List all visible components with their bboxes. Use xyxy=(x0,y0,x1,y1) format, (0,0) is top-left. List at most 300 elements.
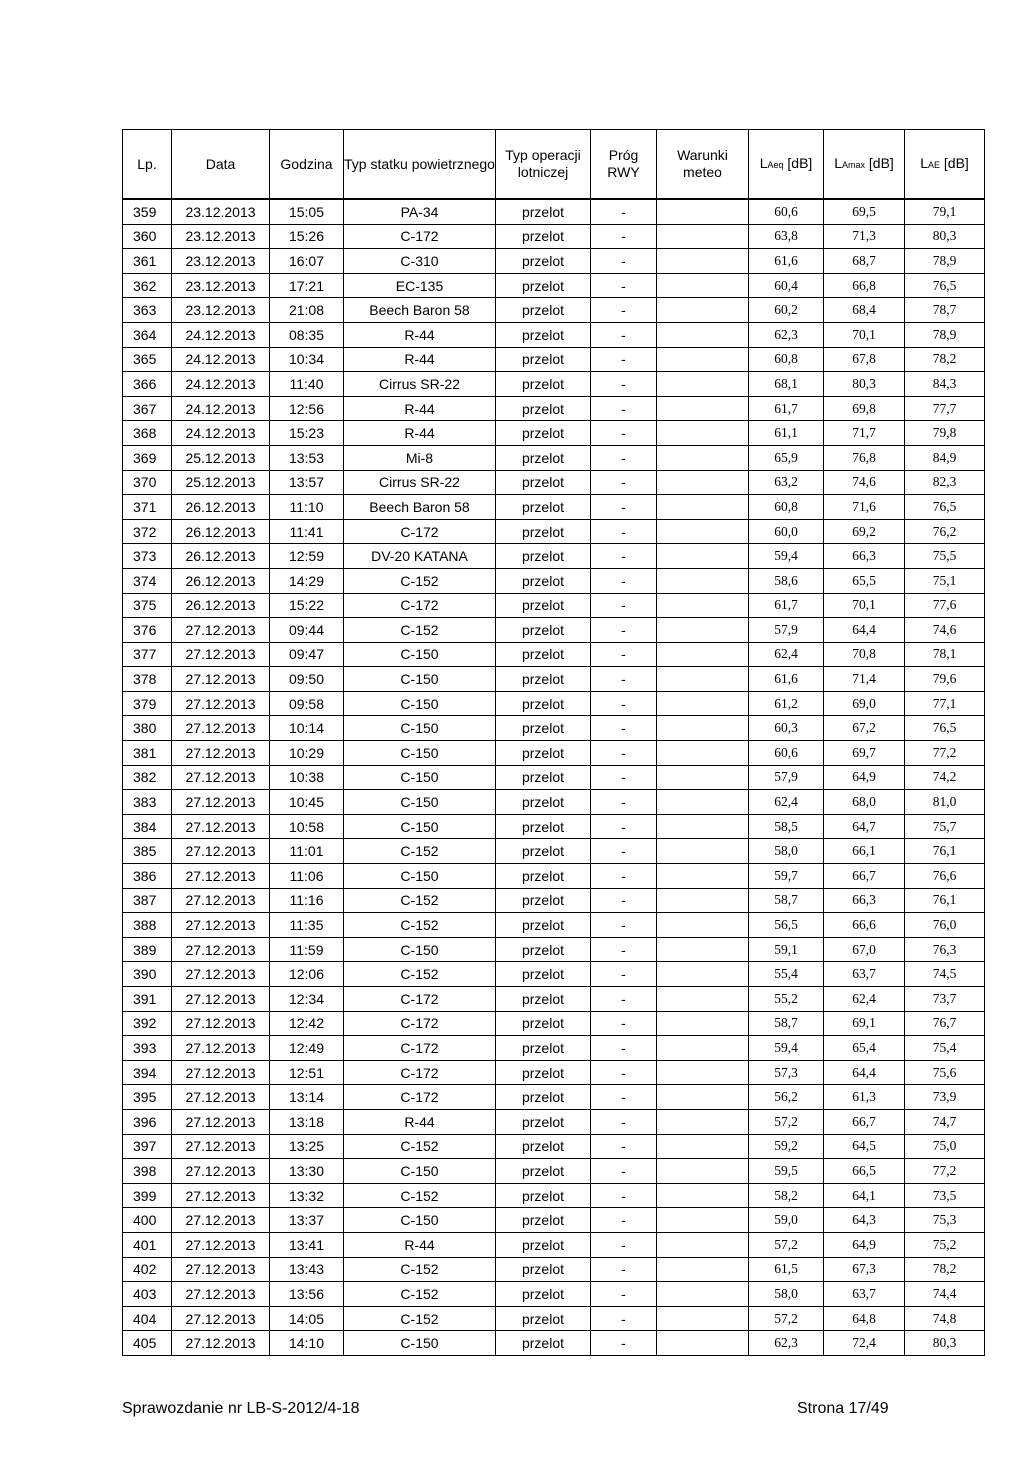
cell-lp: 393 xyxy=(123,1036,172,1061)
cell-lae: 81,0 xyxy=(905,790,985,815)
cell-warunki xyxy=(657,347,749,372)
cell-typ-operacji: przelot xyxy=(496,445,591,470)
cell-data: 27.12.2013 xyxy=(172,765,270,790)
cell-prog: - xyxy=(591,839,657,864)
cell-lamax: 69,0 xyxy=(824,691,905,716)
cell-lp: 377 xyxy=(123,642,172,667)
cell-lae: 77,6 xyxy=(905,593,985,618)
cell-prog: - xyxy=(591,913,657,938)
cell-lae: 84,9 xyxy=(905,445,985,470)
cell-lae: 79,1 xyxy=(905,199,985,224)
cell-data: 27.12.2013 xyxy=(172,642,270,667)
table-header xyxy=(123,130,985,200)
cell-godzina: 10:14 xyxy=(270,716,344,741)
cell-lamax: 62,4 xyxy=(824,987,905,1012)
cell-prog: - xyxy=(591,716,657,741)
cell-warunki xyxy=(657,1306,749,1331)
cell-warunki xyxy=(657,396,749,421)
cell-typ-statku: C-150 xyxy=(344,790,496,815)
cell-lae: 74,8 xyxy=(905,1306,985,1331)
cell-typ-operacji: przelot xyxy=(496,814,591,839)
cell-warunki xyxy=(657,765,749,790)
cell-prog: - xyxy=(591,765,657,790)
cell-lamax: 72,4 xyxy=(824,1331,905,1356)
cell-warunki xyxy=(657,864,749,889)
header-lamax-main: L xyxy=(834,154,842,171)
cell-warunki xyxy=(657,691,749,716)
cell-lae: 75,0 xyxy=(905,1134,985,1159)
cell-typ-statku: C-152 xyxy=(344,913,496,938)
cell-lamax: 70,1 xyxy=(824,593,905,618)
header-lamax-unit: [dB] xyxy=(865,154,894,171)
header-lp: Lp. xyxy=(123,130,172,200)
table-row xyxy=(123,1208,985,1233)
table-row xyxy=(123,495,985,520)
cell-typ-operacji: przelot xyxy=(496,839,591,864)
cell-warunki xyxy=(657,1232,749,1257)
cell-godzina: 12:42 xyxy=(270,1011,344,1036)
cell-data: 27.12.2013 xyxy=(172,937,270,962)
cell-data: 26.12.2013 xyxy=(172,544,270,569)
cell-typ-statku: C-150 xyxy=(344,691,496,716)
cell-lp: 384 xyxy=(123,814,172,839)
cell-prog: - xyxy=(591,864,657,889)
cell-lae: 76,3 xyxy=(905,937,985,962)
cell-lae: 79,6 xyxy=(905,667,985,692)
cell-lp: 394 xyxy=(123,1060,172,1085)
cell-typ-statku: EC-135 xyxy=(344,273,496,298)
cell-laeq: 58,0 xyxy=(749,839,824,864)
cell-lae: 76,1 xyxy=(905,839,985,864)
cell-laeq: 61,7 xyxy=(749,396,824,421)
header-typ-operacji: Typ operacji lotniczej xyxy=(496,130,591,200)
cell-lp: 368 xyxy=(123,421,172,446)
cell-warunki xyxy=(657,495,749,520)
cell-typ-statku: C-152 xyxy=(344,839,496,864)
cell-warunki xyxy=(657,421,749,446)
table-row xyxy=(123,1282,985,1307)
cell-prog: - xyxy=(591,642,657,667)
header-godzina: Godzina xyxy=(270,130,344,200)
header-laeq-sub: Aeq xyxy=(767,159,784,170)
cell-lp: 395 xyxy=(123,1085,172,1110)
cell-laeq: 60,4 xyxy=(749,273,824,298)
cell-lae: 74,5 xyxy=(905,962,985,987)
cell-lp: 376 xyxy=(123,618,172,643)
cell-lae: 76,5 xyxy=(905,716,985,741)
table-row xyxy=(123,396,985,421)
cell-laeq: 56,2 xyxy=(749,1085,824,1110)
cell-typ-statku: R-44 xyxy=(344,421,496,446)
cell-lamax: 68,7 xyxy=(824,249,905,274)
cell-data: 27.12.2013 xyxy=(172,1183,270,1208)
table-row xyxy=(123,741,985,766)
cell-lp: 375 xyxy=(123,593,172,618)
cell-warunki xyxy=(657,445,749,470)
cell-data: 23.12.2013 xyxy=(172,249,270,274)
cell-warunki xyxy=(657,593,749,618)
cell-warunki xyxy=(657,544,749,569)
cell-laeq: 59,4 xyxy=(749,1036,824,1061)
cell-data: 27.12.2013 xyxy=(172,741,270,766)
cell-lamax: 66,6 xyxy=(824,913,905,938)
cell-prog: - xyxy=(591,568,657,593)
table-row xyxy=(123,1331,985,1356)
cell-data: 23.12.2013 xyxy=(172,298,270,323)
cell-typ-operacji: przelot xyxy=(496,1282,591,1307)
cell-lp: 389 xyxy=(123,937,172,962)
cell-data: 24.12.2013 xyxy=(172,396,270,421)
table-row xyxy=(123,839,985,864)
cell-lamax: 69,7 xyxy=(824,741,905,766)
cell-lae: 77,2 xyxy=(905,741,985,766)
cell-godzina: 13:43 xyxy=(270,1257,344,1282)
cell-laeq: 58,7 xyxy=(749,1011,824,1036)
cell-warunki xyxy=(657,322,749,347)
cell-typ-operacji: przelot xyxy=(496,913,591,938)
cell-prog: - xyxy=(591,790,657,815)
cell-laeq: 60,6 xyxy=(749,741,824,766)
cell-typ-operacji: przelot xyxy=(496,1159,591,1184)
cell-data: 23.12.2013 xyxy=(172,224,270,249)
cell-prog: - xyxy=(591,1085,657,1110)
cell-lae: 82,3 xyxy=(905,470,985,495)
cell-typ-statku: C-150 xyxy=(344,864,496,889)
table-row xyxy=(123,716,985,741)
cell-lamax: 71,7 xyxy=(824,421,905,446)
cell-warunki xyxy=(657,1085,749,1110)
cell-lae: 75,5 xyxy=(905,544,985,569)
cell-laeq: 62,3 xyxy=(749,322,824,347)
cell-laeq: 65,9 xyxy=(749,445,824,470)
header-typ-statku: Typ statku powietrznego xyxy=(344,130,496,200)
cell-godzina: 08:35 xyxy=(270,322,344,347)
cell-laeq: 57,2 xyxy=(749,1232,824,1257)
cell-prog: - xyxy=(591,1011,657,1036)
cell-godzina: 09:58 xyxy=(270,691,344,716)
cell-lamax: 68,4 xyxy=(824,298,905,323)
cell-warunki xyxy=(657,741,749,766)
header-lae-main: L xyxy=(920,154,928,171)
table-row xyxy=(123,1036,985,1061)
cell-lae: 76,5 xyxy=(905,273,985,298)
cell-typ-operacji: przelot xyxy=(496,347,591,372)
cell-lamax: 66,3 xyxy=(824,888,905,913)
cell-lamax: 66,7 xyxy=(824,864,905,889)
cell-prog: - xyxy=(591,618,657,643)
cell-typ-operacji: przelot xyxy=(496,273,591,298)
cell-lp: 388 xyxy=(123,913,172,938)
cell-typ-statku: Mi-8 xyxy=(344,445,496,470)
cell-laeq: 59,2 xyxy=(749,1134,824,1159)
header-lamax-sub: Amax xyxy=(841,159,865,170)
cell-lp: 386 xyxy=(123,864,172,889)
cell-godzina: 15:26 xyxy=(270,224,344,249)
cell-typ-statku: C-172 xyxy=(344,987,496,1012)
cell-godzina: 12:49 xyxy=(270,1036,344,1061)
cell-lamax: 65,5 xyxy=(824,568,905,593)
cell-lamax: 64,1 xyxy=(824,1183,905,1208)
cell-prog: - xyxy=(591,519,657,544)
cell-lamax: 67,2 xyxy=(824,716,905,741)
table-row xyxy=(123,1134,985,1159)
cell-godzina: 12:59 xyxy=(270,544,344,569)
cell-typ-statku: C-152 xyxy=(344,1183,496,1208)
cell-prog: - xyxy=(591,691,657,716)
cell-data: 27.12.2013 xyxy=(172,1331,270,1356)
cell-lae: 77,1 xyxy=(905,691,985,716)
cell-prog: - xyxy=(591,544,657,569)
cell-lp: 385 xyxy=(123,839,172,864)
cell-typ-operacji: przelot xyxy=(496,1085,591,1110)
cell-godzina: 16:07 xyxy=(270,249,344,274)
table-row xyxy=(123,1109,985,1134)
cell-laeq: 59,0 xyxy=(749,1208,824,1233)
cell-lp: 401 xyxy=(123,1232,172,1257)
cell-laeq: 58,5 xyxy=(749,814,824,839)
cell-godzina: 11:40 xyxy=(270,372,344,397)
cell-lae: 74,2 xyxy=(905,765,985,790)
cell-prog: - xyxy=(591,1331,657,1356)
cell-prog: - xyxy=(591,199,657,224)
cell-prog: - xyxy=(591,224,657,249)
cell-godzina: 11:59 xyxy=(270,937,344,962)
cell-godzina: 12:06 xyxy=(270,962,344,987)
cell-lp: 390 xyxy=(123,962,172,987)
cell-warunki xyxy=(657,1282,749,1307)
cell-data: 27.12.2013 xyxy=(172,1060,270,1085)
cell-laeq: 56,5 xyxy=(749,913,824,938)
cell-lp: 391 xyxy=(123,987,172,1012)
cell-data: 27.12.2013 xyxy=(172,1036,270,1061)
cell-typ-statku: C-152 xyxy=(344,618,496,643)
cell-typ-statku: C-150 xyxy=(344,741,496,766)
cell-prog: - xyxy=(591,273,657,298)
table-row xyxy=(123,691,985,716)
cell-lamax: 69,5 xyxy=(824,199,905,224)
table-row xyxy=(123,298,985,323)
cell-data: 24.12.2013 xyxy=(172,347,270,372)
cell-lp: 405 xyxy=(123,1331,172,1356)
cell-data: 23.12.2013 xyxy=(172,273,270,298)
cell-lp: 379 xyxy=(123,691,172,716)
cell-lae: 78,2 xyxy=(905,1257,985,1282)
cell-prog: - xyxy=(591,814,657,839)
cell-warunki xyxy=(657,913,749,938)
cell-lae: 78,9 xyxy=(905,322,985,347)
cell-warunki xyxy=(657,568,749,593)
cell-lamax: 64,7 xyxy=(824,814,905,839)
cell-warunki xyxy=(657,372,749,397)
header-lae xyxy=(905,130,985,200)
cell-lamax: 66,5 xyxy=(824,1159,905,1184)
cell-lae: 78,9 xyxy=(905,249,985,274)
cell-warunki xyxy=(657,1134,749,1159)
cell-godzina: 10:45 xyxy=(270,790,344,815)
cell-data: 27.12.2013 xyxy=(172,864,270,889)
cell-lamax: 70,1 xyxy=(824,322,905,347)
cell-lamax: 67,3 xyxy=(824,1257,905,1282)
cell-laeq: 57,2 xyxy=(749,1109,824,1134)
cell-lae: 76,5 xyxy=(905,495,985,520)
cell-warunki xyxy=(657,1060,749,1085)
table-row xyxy=(123,765,985,790)
cell-warunki xyxy=(657,987,749,1012)
cell-typ-operacji: przelot xyxy=(496,716,591,741)
cell-laeq: 60,2 xyxy=(749,298,824,323)
cell-laeq: 58,7 xyxy=(749,888,824,913)
cell-typ-operacji: przelot xyxy=(496,1109,591,1134)
cell-laeq: 62,3 xyxy=(749,1331,824,1356)
cell-typ-statku: C-172 xyxy=(344,224,496,249)
cell-godzina: 15:23 xyxy=(270,421,344,446)
cell-lp: 360 xyxy=(123,224,172,249)
cell-laeq: 59,4 xyxy=(749,544,824,569)
cell-godzina: 15:22 xyxy=(270,593,344,618)
cell-prog: - xyxy=(591,1159,657,1184)
cell-godzina: 13:30 xyxy=(270,1159,344,1184)
cell-typ-operacji: przelot xyxy=(496,642,591,667)
cell-lamax: 70,8 xyxy=(824,642,905,667)
cell-data: 27.12.2013 xyxy=(172,1159,270,1184)
table-row xyxy=(123,421,985,446)
cell-prog: - xyxy=(591,1134,657,1159)
cell-typ-operacji: przelot xyxy=(496,224,591,249)
cell-data: 27.12.2013 xyxy=(172,1282,270,1307)
cell-lae: 74,6 xyxy=(905,618,985,643)
cell-prog: - xyxy=(591,372,657,397)
table-row xyxy=(123,273,985,298)
cell-typ-operacji: przelot xyxy=(496,593,591,618)
cell-typ-statku: C-152 xyxy=(344,568,496,593)
table-row xyxy=(123,618,985,643)
cell-lae: 74,7 xyxy=(905,1109,985,1134)
cell-lae: 73,7 xyxy=(905,987,985,1012)
table-row xyxy=(123,568,985,593)
cell-lp: 383 xyxy=(123,790,172,815)
cell-godzina: 13:37 xyxy=(270,1208,344,1233)
cell-data: 26.12.2013 xyxy=(172,568,270,593)
cell-data: 27.12.2013 xyxy=(172,1257,270,1282)
cell-data: 27.12.2013 xyxy=(172,1134,270,1159)
cell-typ-operacji: przelot xyxy=(496,544,591,569)
cell-typ-statku: C-150 xyxy=(344,667,496,692)
cell-typ-statku: C-150 xyxy=(344,937,496,962)
cell-data: 25.12.2013 xyxy=(172,445,270,470)
cell-lp: 400 xyxy=(123,1208,172,1233)
cell-lp: 392 xyxy=(123,1011,172,1036)
cell-lp: 369 xyxy=(123,445,172,470)
cell-typ-operacji: przelot xyxy=(496,519,591,544)
cell-godzina: 12:51 xyxy=(270,1060,344,1085)
cell-lp: 387 xyxy=(123,888,172,913)
header-laeq xyxy=(749,130,824,200)
cell-laeq: 60,3 xyxy=(749,716,824,741)
cell-typ-operacji: przelot xyxy=(496,298,591,323)
cell-prog: - xyxy=(591,249,657,274)
cell-data: 27.12.2013 xyxy=(172,667,270,692)
cell-typ-statku: C-152 xyxy=(344,1306,496,1331)
cell-typ-statku: Cirrus SR-22 xyxy=(344,372,496,397)
cell-lae: 79,8 xyxy=(905,421,985,446)
cell-lp: 366 xyxy=(123,372,172,397)
cell-lp: 404 xyxy=(123,1306,172,1331)
cell-lae: 76,6 xyxy=(905,864,985,889)
cell-typ-statku: C-150 xyxy=(344,1208,496,1233)
cell-typ-statku: C-172 xyxy=(344,1085,496,1110)
cell-typ-operacji: przelot xyxy=(496,790,591,815)
cell-lamax: 66,8 xyxy=(824,273,905,298)
cell-laeq: 62,4 xyxy=(749,790,824,815)
cell-prog: - xyxy=(591,396,657,421)
cell-lae: 75,6 xyxy=(905,1060,985,1085)
table-row xyxy=(123,519,985,544)
table-row xyxy=(123,790,985,815)
cell-lp: 367 xyxy=(123,396,172,421)
cell-typ-operacji: przelot xyxy=(496,470,591,495)
cell-lae: 75,1 xyxy=(905,568,985,593)
cell-typ-statku: C-152 xyxy=(344,1282,496,1307)
cell-typ-operacji: przelot xyxy=(496,1183,591,1208)
cell-typ-operacji: przelot xyxy=(496,372,591,397)
cell-lp: 370 xyxy=(123,470,172,495)
cell-laeq: 58,6 xyxy=(749,568,824,593)
cell-laeq: 61,6 xyxy=(749,249,824,274)
cell-godzina: 13:14 xyxy=(270,1085,344,1110)
cell-warunki xyxy=(657,937,749,962)
table-row xyxy=(123,1060,985,1085)
table-row xyxy=(123,1232,985,1257)
cell-typ-operacji: przelot xyxy=(496,1011,591,1036)
cell-prog: - xyxy=(591,1109,657,1134)
cell-typ-statku: C-152 xyxy=(344,962,496,987)
footer-report-number: Sprawozdanie nr LB-S-2012/4-18 xyxy=(122,1400,360,1417)
cell-lp: 382 xyxy=(123,765,172,790)
cell-lp: 402 xyxy=(123,1257,172,1282)
cell-data: 27.12.2013 xyxy=(172,814,270,839)
cell-prog: - xyxy=(591,888,657,913)
cell-typ-operacji: przelot xyxy=(496,1257,591,1282)
cell-typ-statku: C-152 xyxy=(344,1134,496,1159)
table-row xyxy=(123,913,985,938)
cell-lae: 75,4 xyxy=(905,1036,985,1061)
table-row xyxy=(123,864,985,889)
cell-typ-operacji: przelot xyxy=(496,1208,591,1233)
cell-laeq: 59,5 xyxy=(749,1159,824,1184)
cell-typ-operacji: przelot xyxy=(496,421,591,446)
cell-godzina: 15:05 xyxy=(270,199,344,224)
cell-typ-operacji: przelot xyxy=(496,495,591,520)
cell-lamax: 64,4 xyxy=(824,618,905,643)
cell-lamax: 71,6 xyxy=(824,495,905,520)
table-row xyxy=(123,470,985,495)
cell-typ-statku: C-150 xyxy=(344,1331,496,1356)
cell-data: 24.12.2013 xyxy=(172,421,270,446)
cell-lp: 397 xyxy=(123,1134,172,1159)
cell-laeq: 59,1 xyxy=(749,937,824,962)
cell-warunki xyxy=(657,249,749,274)
cell-typ-operacji: przelot xyxy=(496,937,591,962)
cell-lamax: 64,4 xyxy=(824,1060,905,1085)
header-lae-sub: AE xyxy=(927,159,940,170)
cell-typ-operacji: przelot xyxy=(496,199,591,224)
cell-data: 27.12.2013 xyxy=(172,1011,270,1036)
cell-prog: - xyxy=(591,937,657,962)
cell-warunki xyxy=(657,839,749,864)
cell-lp: 396 xyxy=(123,1109,172,1134)
cell-warunki xyxy=(657,618,749,643)
cell-godzina: 11:06 xyxy=(270,864,344,889)
